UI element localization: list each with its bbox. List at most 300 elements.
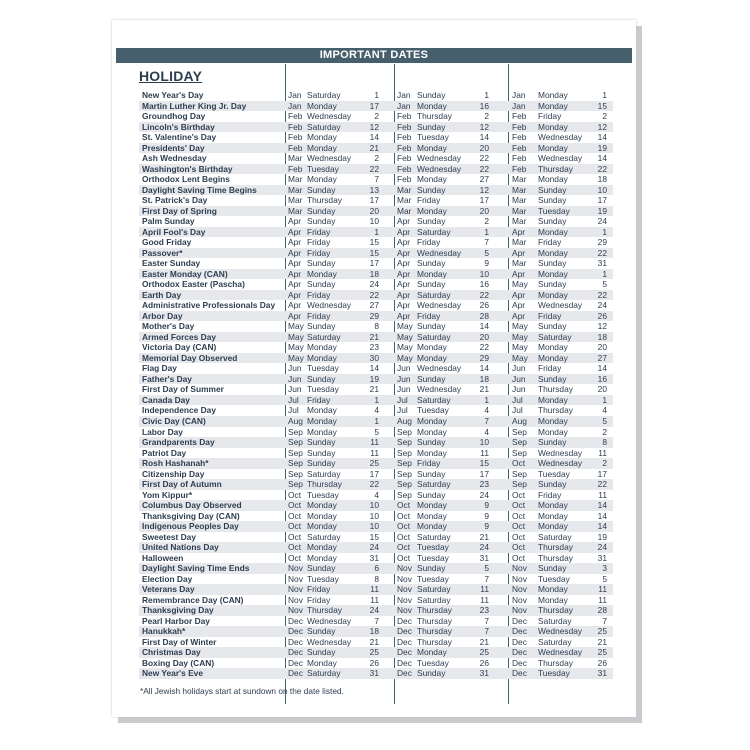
year2-day: 14	[479, 363, 489, 374]
year2-month: Jan	[397, 100, 411, 111]
year3-month: Oct	[512, 531, 526, 542]
holiday-name: Victoria Day (CAN)	[142, 342, 217, 353]
year3-weekday: Monday	[538, 394, 568, 405]
year3-day: 11	[598, 584, 607, 595]
year1-weekday: Monday	[307, 415, 337, 426]
year2-day: 22	[479, 289, 489, 300]
year2-month: Oct	[397, 552, 411, 563]
year2-day: 7	[484, 237, 489, 248]
year2-day: 25	[479, 647, 489, 658]
year1-day: 4	[374, 489, 379, 500]
year3-month: Dec	[512, 636, 527, 647]
year1-weekday: Monday	[307, 552, 337, 563]
holiday-name: Easter Monday (CAN)	[142, 268, 228, 279]
year3-month: Feb	[512, 111, 527, 122]
year3-day: 29	[597, 237, 607, 248]
year1-weekday: Sunday	[307, 647, 336, 658]
year2-month: May	[397, 352, 413, 363]
year1-day: 24	[369, 542, 379, 553]
year1-month: Sep	[288, 458, 303, 469]
year2-weekday: Monday	[417, 447, 447, 458]
year3-day: 2	[602, 111, 607, 122]
year1-month: Aug	[288, 415, 303, 426]
year2-month: Sep	[397, 479, 412, 490]
year2-month: May	[397, 331, 413, 342]
year3-month: Nov	[512, 563, 527, 574]
year3-month: Oct	[512, 500, 526, 511]
year2-weekday: Monday	[417, 342, 447, 353]
year3-day: 19	[597, 205, 607, 216]
year2-month: Dec	[397, 615, 412, 626]
year3-month: Mar	[512, 216, 527, 227]
year2-weekday: Saturday	[417, 331, 451, 342]
year2-month: Jul	[397, 405, 408, 416]
year3-day: 24	[597, 300, 607, 311]
year1-day: 22	[369, 163, 379, 174]
table-row	[139, 511, 613, 522]
year3-day: 12	[597, 121, 607, 132]
year3-weekday: Monday	[538, 352, 568, 363]
year2-day: 9	[484, 510, 489, 521]
year3-day: 18	[597, 174, 607, 185]
year3-weekday: Wednesday	[538, 626, 583, 637]
holiday-name: Boxing Day (CAN)	[142, 657, 215, 668]
year1-weekday: Monday	[307, 342, 337, 353]
year1-weekday: Wednesday	[307, 300, 352, 311]
year3-weekday: Thursday	[538, 657, 573, 668]
year1-weekday: Monday	[307, 500, 337, 511]
year2-day: 31	[479, 552, 489, 563]
year3-month: Apr	[512, 226, 526, 237]
year2-weekday: Tuesday	[417, 542, 449, 553]
year3-month: May	[512, 342, 528, 353]
year3-day: 28	[597, 605, 607, 616]
year3-month: Dec	[512, 615, 527, 626]
year2-day: 24	[479, 489, 489, 500]
year1-month: Dec	[288, 647, 303, 658]
year1-weekday: Sunday	[307, 458, 336, 469]
holiday-name: Washington's Birthday	[142, 163, 233, 174]
year2-month: Nov	[397, 605, 412, 616]
year1-month: Apr	[288, 216, 302, 227]
year2-weekday: Saturday	[417, 289, 451, 300]
table-row	[139, 227, 613, 238]
year3-month: Dec	[512, 668, 527, 679]
year3-day: 22	[597, 479, 607, 490]
year1-weekday: Friday	[307, 594, 331, 605]
year1-day: 25	[369, 458, 379, 469]
year1-weekday: Friday	[307, 394, 331, 405]
holiday-name: Veterans Day	[142, 584, 195, 595]
table-row	[139, 248, 613, 259]
year2-month: Mar	[397, 195, 412, 206]
year3-day: 1	[602, 90, 607, 100]
year2-month: Feb	[397, 121, 412, 132]
year1-month: Apr	[288, 279, 302, 290]
year1-weekday: Wednesday	[307, 636, 352, 647]
year3-weekday: Sunday	[538, 373, 567, 384]
year2-day: 4	[484, 426, 489, 437]
year1-weekday: Saturday	[307, 90, 341, 100]
holiday-name: Daylight Saving Time Begins	[142, 184, 257, 195]
year1-month: Nov	[288, 573, 303, 584]
year3-weekday: Monday	[538, 142, 568, 153]
year2-day: 7	[484, 415, 489, 426]
holiday-name: April Fool's Day	[142, 226, 206, 237]
year3-day: 22	[597, 289, 607, 300]
year1-day: 8	[374, 321, 379, 332]
holiday-name: St. Valentine's Day	[142, 132, 217, 143]
year1-day: 11	[370, 594, 379, 605]
year2-month: May	[397, 321, 413, 332]
year2-month: Jan	[397, 90, 411, 100]
year3-month: Apr	[512, 268, 526, 279]
year3-month: Jan	[512, 90, 526, 100]
year1-day: 10	[369, 500, 379, 511]
year3-month: Nov	[512, 605, 527, 616]
year1-day: 26	[369, 657, 379, 668]
year3-month: Dec	[512, 657, 527, 668]
year2-weekday: Tuesday	[417, 573, 449, 584]
holiday-name: Memorial Day Observed	[142, 352, 238, 363]
year3-weekday: Thursday	[538, 542, 573, 553]
year1-weekday: Sunday	[307, 216, 336, 227]
year3-weekday: Sunday	[538, 479, 567, 490]
year2-weekday: Friday	[417, 310, 441, 321]
year3-month: Feb	[512, 153, 527, 164]
year1-day: 30	[369, 352, 379, 363]
year2-month: Sep	[397, 426, 412, 437]
holiday-name: Passover*	[142, 247, 183, 258]
year1-month: Jun	[288, 363, 302, 374]
year2-weekday: Wednesday	[417, 153, 462, 164]
year3-month: Jun	[512, 363, 526, 374]
holiday-name: Civic Day (CAN)	[142, 415, 206, 426]
holiday-name: Columbus Day Observed	[142, 500, 242, 511]
year3-day: 25	[597, 647, 607, 658]
year3-weekday: Monday	[538, 521, 568, 532]
year1-weekday: Monday	[307, 142, 337, 153]
table-row	[139, 353, 613, 364]
year1-day: 24	[369, 279, 379, 290]
year2-weekday: Monday	[417, 415, 447, 426]
year3-day: 2	[602, 458, 607, 469]
year2-weekday: Wednesday	[417, 363, 462, 374]
year3-weekday: Monday	[538, 226, 568, 237]
year1-weekday: Sunday	[307, 184, 336, 195]
year1-day: 7	[374, 615, 379, 626]
year1-weekday: Monday	[307, 352, 337, 363]
year2-month: Sep	[397, 468, 412, 479]
year1-day: 2	[374, 153, 379, 164]
year3-day: 20	[597, 342, 607, 353]
year1-weekday: Friday	[307, 247, 331, 258]
year1-day: 11	[370, 447, 379, 458]
year1-weekday: Sunday	[307, 447, 336, 458]
year3-month: Mar	[512, 205, 527, 216]
holiday-name: First Day of Spring	[142, 205, 217, 216]
year3-month: Oct	[512, 510, 526, 521]
year1-day: 31	[369, 668, 379, 679]
year2-weekday: Sunday	[417, 373, 446, 384]
year1-month: Nov	[288, 605, 303, 616]
year1-day: 10	[369, 510, 379, 521]
year2-weekday: Monday	[417, 500, 447, 511]
year2-weekday: Monday	[417, 647, 447, 658]
year1-month: Nov	[288, 594, 303, 605]
year3-weekday: Sunday	[538, 216, 567, 227]
year2-weekday: Wednesday	[417, 384, 462, 395]
year3-month: Mar	[512, 195, 527, 206]
year1-day: 20	[369, 205, 379, 216]
year2-weekday: Monday	[417, 521, 447, 532]
year1-month: Apr	[288, 226, 302, 237]
year3-month: May	[512, 331, 528, 342]
year3-weekday: Tuesday	[538, 573, 570, 584]
year1-month: May	[288, 331, 304, 342]
year2-day: 9	[484, 521, 489, 532]
year2-day: 21	[479, 636, 489, 647]
year3-day: 5	[602, 279, 607, 290]
year3-month: Nov	[512, 573, 527, 584]
year3-day: 5	[602, 573, 607, 584]
year3-day: 3	[602, 563, 607, 574]
year2-day: 16	[479, 100, 489, 111]
year2-month: Aug	[397, 415, 412, 426]
year2-month: Dec	[397, 636, 412, 647]
holiday-name: Citizenship Day	[142, 468, 205, 479]
table-row	[139, 101, 613, 112]
holiday-name: St. Patrick's Day	[142, 195, 208, 206]
year3-day: 11	[598, 594, 607, 605]
table-row	[139, 279, 613, 290]
year3-weekday: Monday	[538, 584, 568, 595]
year2-day: 20	[479, 205, 489, 216]
year2-month: Jul	[397, 394, 408, 405]
year2-month: Feb	[397, 132, 412, 143]
table-row	[139, 363, 613, 374]
table-row	[139, 595, 613, 606]
year2-month: Nov	[397, 563, 412, 574]
year1-month: Mar	[288, 205, 303, 216]
table-row	[139, 185, 613, 196]
holiday-name: Daylight Saving Time Ends	[142, 563, 250, 574]
holiday-name: Sweetest Day	[142, 531, 196, 542]
table-row	[139, 237, 613, 248]
year3-weekday: Sunday	[538, 563, 567, 574]
year1-weekday: Thursday	[307, 195, 342, 206]
year2-month: Apr	[397, 300, 411, 311]
year3-weekday: Sunday	[538, 195, 567, 206]
table-row	[139, 132, 613, 143]
year2-day: 22	[479, 342, 489, 353]
year3-weekday: Wednesday	[538, 647, 583, 658]
footnote: *All Jewish holidays start at sundown on the date listed.	[140, 686, 344, 696]
year2-weekday: Sunday	[417, 668, 446, 679]
year1-day: 11	[370, 437, 379, 448]
year3-day: 14	[597, 132, 607, 143]
year2-day: 7	[484, 615, 489, 626]
year2-weekday: Saturday	[417, 394, 451, 405]
year1-day: 13	[369, 184, 379, 195]
year3-day: 14	[597, 363, 607, 374]
year1-month: Sep	[288, 468, 303, 479]
year3-day: 12	[597, 321, 607, 332]
year3-weekday: Friday	[538, 489, 562, 500]
holiday-name: Groundhog Day	[142, 111, 206, 122]
year2-day: 31	[479, 668, 489, 679]
year2-day: 27	[479, 174, 489, 185]
year2-month: Sep	[397, 447, 412, 458]
year3-weekday: Monday	[538, 289, 568, 300]
holiday-name: Hanukkah*	[142, 626, 186, 637]
year2-day: 11	[480, 584, 489, 595]
year3-day: 5	[602, 415, 607, 426]
year3-day: 1	[602, 226, 607, 237]
year1-month: Jan	[288, 90, 302, 100]
year2-month: Oct	[397, 531, 411, 542]
year3-month: Mar	[512, 174, 527, 185]
year2-day: 12	[479, 184, 489, 195]
year2-day: 23	[479, 479, 489, 490]
table-row	[139, 143, 613, 154]
holiday-name: First Day of Summer	[142, 384, 224, 395]
year1-day: 10	[369, 216, 379, 227]
year1-weekday: Monday	[307, 426, 337, 437]
table-row	[139, 216, 613, 227]
table-row	[139, 553, 613, 564]
year2-weekday: Sunday	[417, 468, 446, 479]
year1-day: 18	[369, 268, 379, 279]
year3-weekday: Friday	[538, 237, 562, 248]
year2-weekday: Sunday	[417, 121, 446, 132]
year1-day: 24	[369, 605, 379, 616]
year3-day: 17	[597, 195, 607, 206]
year2-month: Apr	[397, 310, 411, 321]
table-row	[139, 290, 613, 301]
year2-day: 16	[479, 279, 489, 290]
year2-month: Mar	[397, 184, 412, 195]
year3-day: 15	[597, 100, 607, 111]
year2-day: 9	[484, 500, 489, 511]
holiday-name: Election Day	[142, 573, 193, 584]
year3-month: May	[512, 352, 528, 363]
year3-month: Jul	[512, 405, 523, 416]
year1-month: Apr	[288, 289, 302, 300]
year1-month: Apr	[288, 247, 302, 258]
year3-weekday: Wednesday	[538, 132, 583, 143]
year1-day: 21	[369, 636, 379, 647]
table-row	[139, 427, 613, 438]
year1-day: 21	[369, 384, 379, 395]
year2-weekday: Wednesday	[417, 300, 462, 311]
holiday-name: Father's Day	[142, 373, 192, 384]
year1-weekday: Saturday	[307, 668, 341, 679]
year2-month: Nov	[397, 584, 412, 595]
year3-weekday: Sunday	[538, 279, 567, 290]
year2-weekday: Thursday	[417, 605, 452, 616]
year1-month: Mar	[288, 195, 303, 206]
holiday-name: Administrative Professionals Day	[142, 300, 276, 311]
holiday-name: Good Friday	[142, 237, 192, 248]
year3-weekday: Monday	[538, 415, 568, 426]
year3-month: Feb	[512, 163, 527, 174]
year1-month: Jan	[288, 100, 302, 111]
year2-month: Dec	[397, 647, 412, 658]
year1-month: Mar	[288, 184, 303, 195]
year2-day: 26	[479, 300, 489, 311]
year3-weekday: Monday	[538, 500, 568, 511]
year1-month: Mar	[288, 153, 303, 164]
year1-month: Oct	[288, 521, 302, 532]
year3-day: 22	[597, 163, 607, 174]
year3-month: Apr	[512, 310, 526, 321]
year1-weekday: Sunday	[307, 437, 336, 448]
year2-day: 2	[484, 216, 489, 227]
year3-day: 31	[597, 552, 607, 563]
year3-day: 19	[597, 531, 607, 542]
year3-month: Oct	[512, 458, 526, 469]
table-row	[139, 374, 613, 385]
year1-weekday: Saturday	[307, 331, 341, 342]
year3-day: 11	[598, 489, 607, 500]
year2-weekday: Monday	[417, 426, 447, 437]
year2-weekday: Thursday	[417, 636, 452, 647]
holiday-name: Patriot Day	[142, 447, 187, 458]
year2-day: 29	[479, 352, 489, 363]
year3-month: Jun	[512, 373, 526, 384]
year2-month: Apr	[397, 237, 411, 248]
year2-weekday: Monday	[417, 174, 447, 185]
year1-weekday: Tuesday	[307, 163, 339, 174]
year3-weekday: Friday	[538, 310, 562, 321]
year2-month: Apr	[397, 226, 411, 237]
year2-day: 26	[479, 657, 489, 668]
table-row	[139, 164, 613, 175]
table-row	[139, 448, 613, 459]
year1-weekday: Friday	[307, 584, 331, 595]
year2-weekday: Tuesday	[417, 552, 449, 563]
year1-month: Nov	[288, 584, 303, 595]
year2-day: 12	[479, 121, 489, 132]
year3-weekday: Wednesday	[538, 447, 583, 458]
year1-weekday: Monday	[307, 100, 337, 111]
year2-day: 2	[484, 111, 489, 122]
year3-month: Sep	[512, 479, 527, 490]
year2-month: May	[397, 342, 413, 353]
year3-day: 2	[602, 426, 607, 437]
year1-month: Apr	[288, 258, 302, 269]
year1-day: 2	[374, 111, 379, 122]
year3-weekday: Thursday	[538, 552, 573, 563]
holiday-name: New Year's Eve	[142, 668, 203, 679]
year2-weekday: Friday	[417, 458, 441, 469]
year2-month: Dec	[397, 657, 412, 668]
holiday-name: Labor Day	[142, 426, 183, 437]
table-row	[139, 490, 613, 501]
year1-day: 5	[374, 426, 379, 437]
year3-day: 14	[597, 521, 607, 532]
year1-weekday: Tuesday	[307, 384, 339, 395]
year3-month: Jan	[512, 100, 526, 111]
year3-day: 27	[597, 352, 607, 363]
year1-weekday: Sunday	[307, 563, 336, 574]
year1-month: May	[288, 321, 304, 332]
holiday-name: Grandparents Day	[142, 437, 215, 448]
year3-day: 4	[602, 405, 607, 416]
year3-month: Oct	[512, 552, 526, 563]
year1-weekday: Saturday	[307, 531, 341, 542]
